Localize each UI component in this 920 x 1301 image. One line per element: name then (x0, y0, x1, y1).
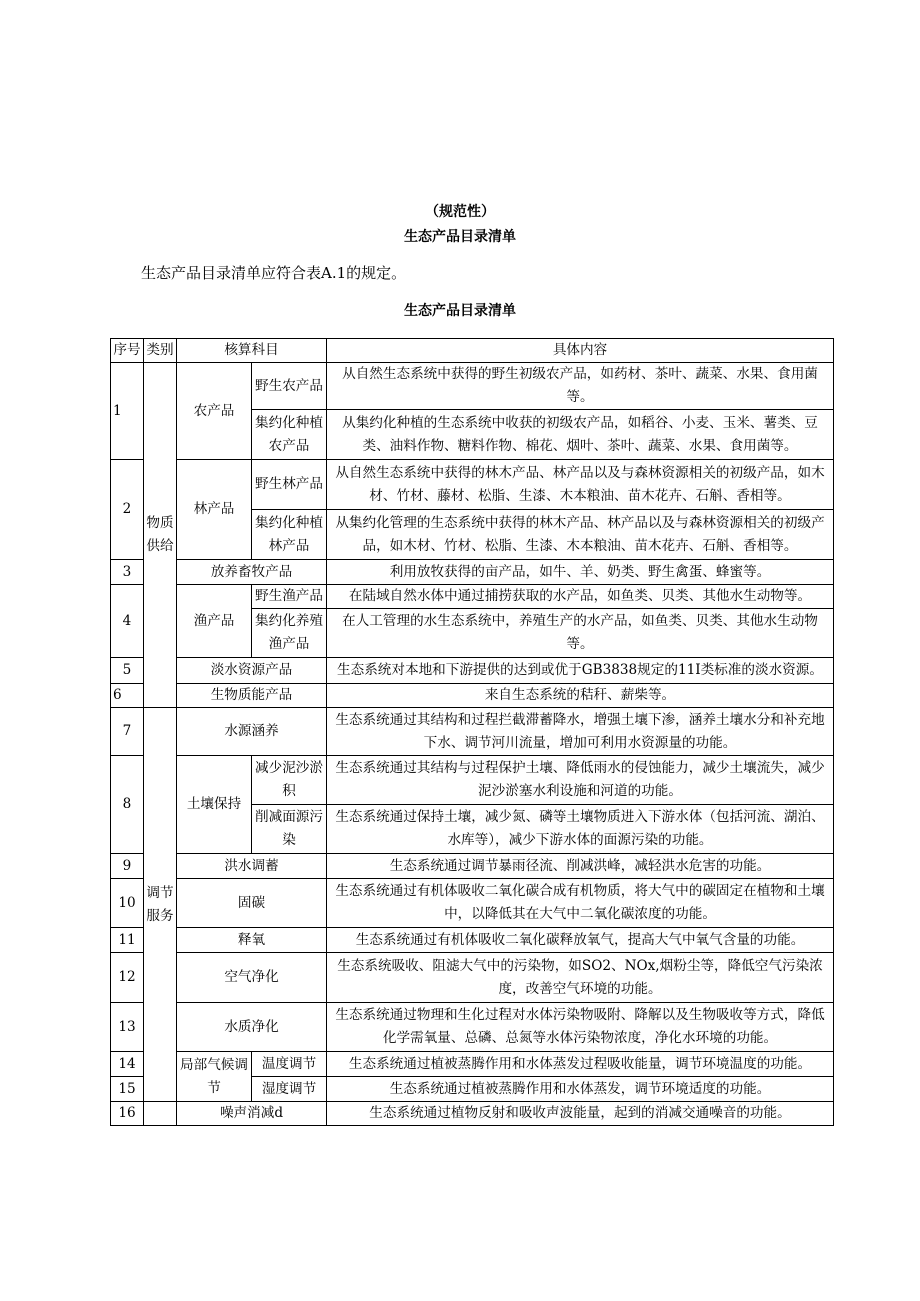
row-no: 2 (111, 460, 144, 560)
row-no: 15 (111, 1077, 144, 1102)
row-content: 从自然生态系统中获得的野生初级农产品，如药材、茶叶、蔬菜、水果、食用菌等。 (327, 363, 834, 410)
page-title: 生态产品目录清单 (404, 229, 516, 245)
row-no: 10 (111, 879, 144, 928)
row-content: 来自生态系统的秸秆、薪柴等。 (327, 684, 834, 708)
table-row (111, 953, 834, 1003)
row-no: 13 (111, 1003, 144, 1052)
row-sub: 野生农产品 (252, 363, 327, 410)
row-no: 14 (111, 1052, 144, 1077)
row-sub: 集约化养殖渔产品 (252, 609, 327, 658)
row-content: 生态系统对本地和下游提供的达到或优于GB3838规定的11I类标准的淡水资源。 (327, 658, 834, 684)
row-group: 噪声消减d (177, 1102, 327, 1126)
table-row (111, 854, 834, 879)
row-content: 从集约化种植的生态系统中收获的初级农产品，如稻谷、小麦、玉米、薯类、豆类、油料作物、糖料作物、棉花、烟叶、茶叶、蔬菜、水果、食用菌等。 (327, 410, 834, 460)
row-no: 11 (111, 928, 144, 953)
table-row (111, 460, 834, 510)
table-row (111, 1102, 834, 1126)
row-group: 生物质能产品 (177, 684, 327, 708)
row-sub: 减少泥沙淤积 (252, 756, 327, 805)
row-no: 8 (111, 756, 144, 854)
row-group: 洪水调蓄 (177, 854, 327, 879)
row-group: 固碳 (177, 879, 327, 928)
table-title: 生态产品目录清单 (404, 303, 516, 319)
category-empty (144, 1102, 177, 1126)
row-group: 水质净化 (177, 1003, 327, 1052)
annex-label: （规范性） (425, 204, 495, 220)
row-group: 农产品 (177, 363, 252, 460)
row-no: 16 (111, 1102, 144, 1126)
eco-product-table (110, 338, 834, 1126)
row-no: 1 (111, 363, 144, 460)
row-group: 淡水资源产品 (177, 658, 327, 684)
table-row (111, 1003, 834, 1052)
row-group: 局部气候调节 (177, 1052, 252, 1102)
table-row (111, 879, 834, 928)
row-sub: 削减面源污染 (252, 805, 327, 854)
row-content: 生态系统通过有机体吸收二氧化碳释放氧气，提高大气中氧气含量的功能。 (327, 928, 834, 953)
row-content: 从自然生态系统中获得的林木产品、林产品以及与森林资源相关的初级产品，如木材、竹材、藤材、松脂、生漆、木本粮油、苗木花卉、石斛、香相等。 (327, 460, 834, 510)
intro-paragraph: 生态产品目录清单应符合表A.1的规定。 (141, 264, 407, 282)
row-group: 空气净化 (177, 953, 327, 1003)
row-content: 生态系统通过植被蒸腾作用和水体蒸发过程吸收能量，调节环境温度的功能。 (327, 1052, 834, 1077)
row-content: 生态系统通过有机体吸收二氧化碳合成有机物质，将大气中的碳固定在植物和土壤中，以降低其在大气中二氧化碳浓度的功能。 (327, 879, 834, 928)
header-account: 核算科目 (177, 339, 327, 363)
row-group: 林产品 (177, 460, 252, 560)
row-sub: 集约化种植林产品 (252, 510, 327, 560)
table-row (111, 1052, 834, 1077)
table-row (111, 708, 834, 756)
category-supply: 物质供给 (144, 363, 177, 708)
row-no: 5 (111, 658, 144, 684)
header-content: 具体内容 (327, 339, 834, 363)
table-row (111, 756, 834, 805)
row-no: 12 (111, 953, 144, 1003)
row-no: 4 (111, 585, 144, 658)
row-sub: 集约化种植农产品 (252, 410, 327, 460)
row-content: 利用放牧获得的亩产品，如牛、羊、奶类、野生禽蛋、蜂蜜等。 (327, 560, 834, 585)
row-content: 生态系统通过保持土壤，减少氮、磷等土壤物质进入下游水体（包括河流、湖泊、水库等），减少下游水体的面源污染的功能。 (327, 805, 834, 854)
header-no: 序号 (111, 339, 144, 363)
row-sub: 湿度调节 (252, 1077, 327, 1102)
row-no: 3 (111, 560, 144, 585)
row-content: 在人工管理的水生态系统中，养殖生产的水产品，如鱼类、贝类、其他水生动物等。 (327, 609, 834, 658)
row-group: 土壤保持 (177, 756, 252, 854)
row-group: 水源涵养 (177, 708, 327, 756)
row-content: 生态系统通过植物反射和吸收声波能量，起到的消减交通噪音的功能。 (327, 1102, 834, 1126)
table-row (111, 928, 834, 953)
row-group: 渔产品 (177, 585, 252, 658)
row-content: 生态系统吸收、阻滤大气中的污染物，如SO2、NOx,烟粉尘等，降低空气污染浓度，改善空气环境的功能。 (327, 953, 834, 1003)
row-sub: 野生渔产品 (252, 585, 327, 609)
header-category: 类别 (144, 339, 177, 363)
row-content: 生态系统通过其结构和过程拦截滞蓄降水，增强土壤下渗，涵养土壤水分和补充地下水、调节河川流量，增加可利用水资源量的功能。 (327, 708, 834, 756)
row-no: 6 (111, 684, 144, 708)
row-content: 生态系统通过植被蒸腾作用和水体蒸发，调节环境适度的功能。 (327, 1077, 834, 1102)
table-header-row (111, 339, 834, 363)
table-row (111, 585, 834, 609)
table-row (111, 363, 834, 410)
row-group: 释氧 (177, 928, 327, 953)
row-content: 生态系统通过调节暴雨径流、削减洪峰，减轻洪水危害的功能。 (327, 854, 834, 879)
table-row (111, 658, 834, 684)
row-sub: 温度调节 (252, 1052, 327, 1077)
row-sub: 野生林产品 (252, 460, 327, 510)
row-content: 生态系统通过其结构与过程保护土壤、降低雨水的侵蚀能力，减少土壤流失，减少泥沙淤塞水利设施和河道的功能。 (327, 756, 834, 805)
row-no: 7 (111, 708, 144, 756)
row-group: 放养畜牧产品 (177, 560, 327, 585)
row-no: 9 (111, 854, 144, 879)
table-row (111, 684, 834, 708)
row-content: 从集约化管理的生态系统中获得的林木产品、林产品以及与森林资源相关的初级产品，如木材、竹材、松脂、生漆、木本粮油、苗木花卉、石斛、香相等。 (327, 510, 834, 560)
category-regulation: 调节服务 (144, 708, 177, 1102)
table-row (111, 560, 834, 585)
row-content: 在陆域自然水体中通过捕捞获取的水产品，如鱼类、贝类、其他水生动物等。 (327, 585, 834, 609)
row-content: 生态系统通过物理和生化过程对水体污染物吸附、降解以及生物吸收等方式，降低化学需氧量、总磷、总氮等水体污染物浓度，净化水环境的功能。 (327, 1003, 834, 1052)
